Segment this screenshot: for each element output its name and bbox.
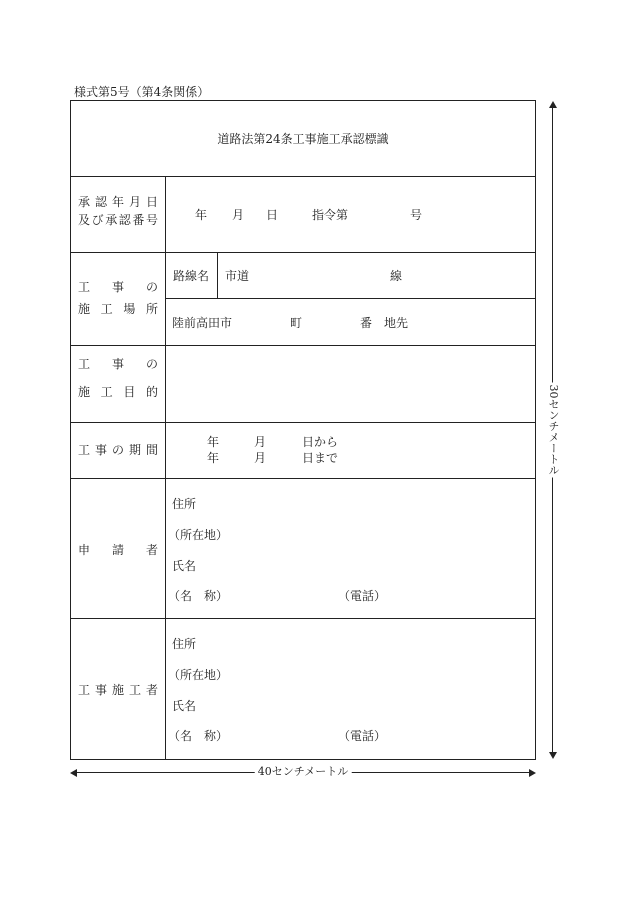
location-label-line2: 施 工 場 所 (78, 302, 158, 316)
approval-month: 月 (232, 208, 245, 222)
applicant-address: 住所 (172, 497, 197, 511)
label-column-divider (165, 176, 166, 760)
arrow-down-icon (549, 752, 557, 759)
arrow-up-icon (549, 101, 557, 108)
row-divider-route (165, 298, 536, 299)
row-divider-period (70, 478, 536, 479)
arrow-left-icon (70, 769, 77, 777)
route-label-divider (217, 252, 218, 298)
row-divider-title (70, 176, 536, 177)
period-end-year: 年 (207, 451, 220, 465)
sign-title: 道路法第24条工事施工承認標識 (217, 132, 389, 146)
order-number-label: 指令第 (312, 208, 349, 222)
route-name-label: 路線名 (173, 269, 210, 283)
approval-label-line1: 承 認 年 月 日 (78, 195, 158, 209)
contractor-label: 工 事 施 工 者 (78, 683, 158, 697)
approval-year: 年 (195, 208, 208, 222)
period-start-month: 月 (254, 435, 267, 449)
arrow-right-icon (529, 769, 536, 777)
ban-suffix: 番 (360, 316, 373, 330)
chisaki-suffix: 地先 (384, 316, 409, 330)
period-end-day: 日まで (302, 451, 339, 465)
row-divider-purpose (70, 422, 536, 423)
location-label-line1: 工 事 の (78, 280, 158, 294)
contractor-address-sub: （所在地） (168, 668, 229, 682)
applicant-name-sub: （名 称） (168, 589, 229, 603)
period-start-year: 年 (207, 435, 220, 449)
approval-day: 日 (266, 208, 279, 222)
period-label: 工 事 の 期 間 (78, 443, 158, 457)
contractor-phone: （電話） (338, 729, 387, 743)
row-divider-location (70, 345, 536, 346)
form-number-label: 様式第5号（第4条関係） (74, 85, 210, 99)
period-start-day: 日から (302, 435, 339, 449)
contractor-name-sub: （名 称） (168, 729, 229, 743)
approval-number-suffix: 号 (410, 208, 423, 222)
row-divider-approval (70, 252, 536, 253)
applicant-label: 申 請 者 (78, 543, 158, 557)
purpose-label-line1: 工 事 の (78, 357, 158, 371)
town-suffix: 町 (290, 316, 303, 330)
contractor-address: 住所 (172, 637, 197, 651)
road-type: 市道 (225, 269, 250, 283)
contractor-name: 氏名 (172, 699, 197, 713)
line-suffix: 線 (390, 269, 403, 283)
row-divider-applicant (70, 618, 536, 619)
width-dimension-label: 40センチメートル (255, 766, 352, 778)
city-name: 陸前高田市 (172, 316, 233, 330)
height-dimension-label: 30センチメートル (547, 384, 560, 476)
applicant-phone: （電話） (338, 589, 387, 603)
purpose-label-line2: 施 工 目 的 (78, 385, 158, 399)
approval-label-line2: 及 び 承 認 番 号 (78, 213, 158, 227)
period-end-month: 月 (254, 451, 267, 465)
applicant-address-sub: （所在地） (168, 528, 229, 542)
applicant-name: 氏名 (172, 559, 197, 573)
